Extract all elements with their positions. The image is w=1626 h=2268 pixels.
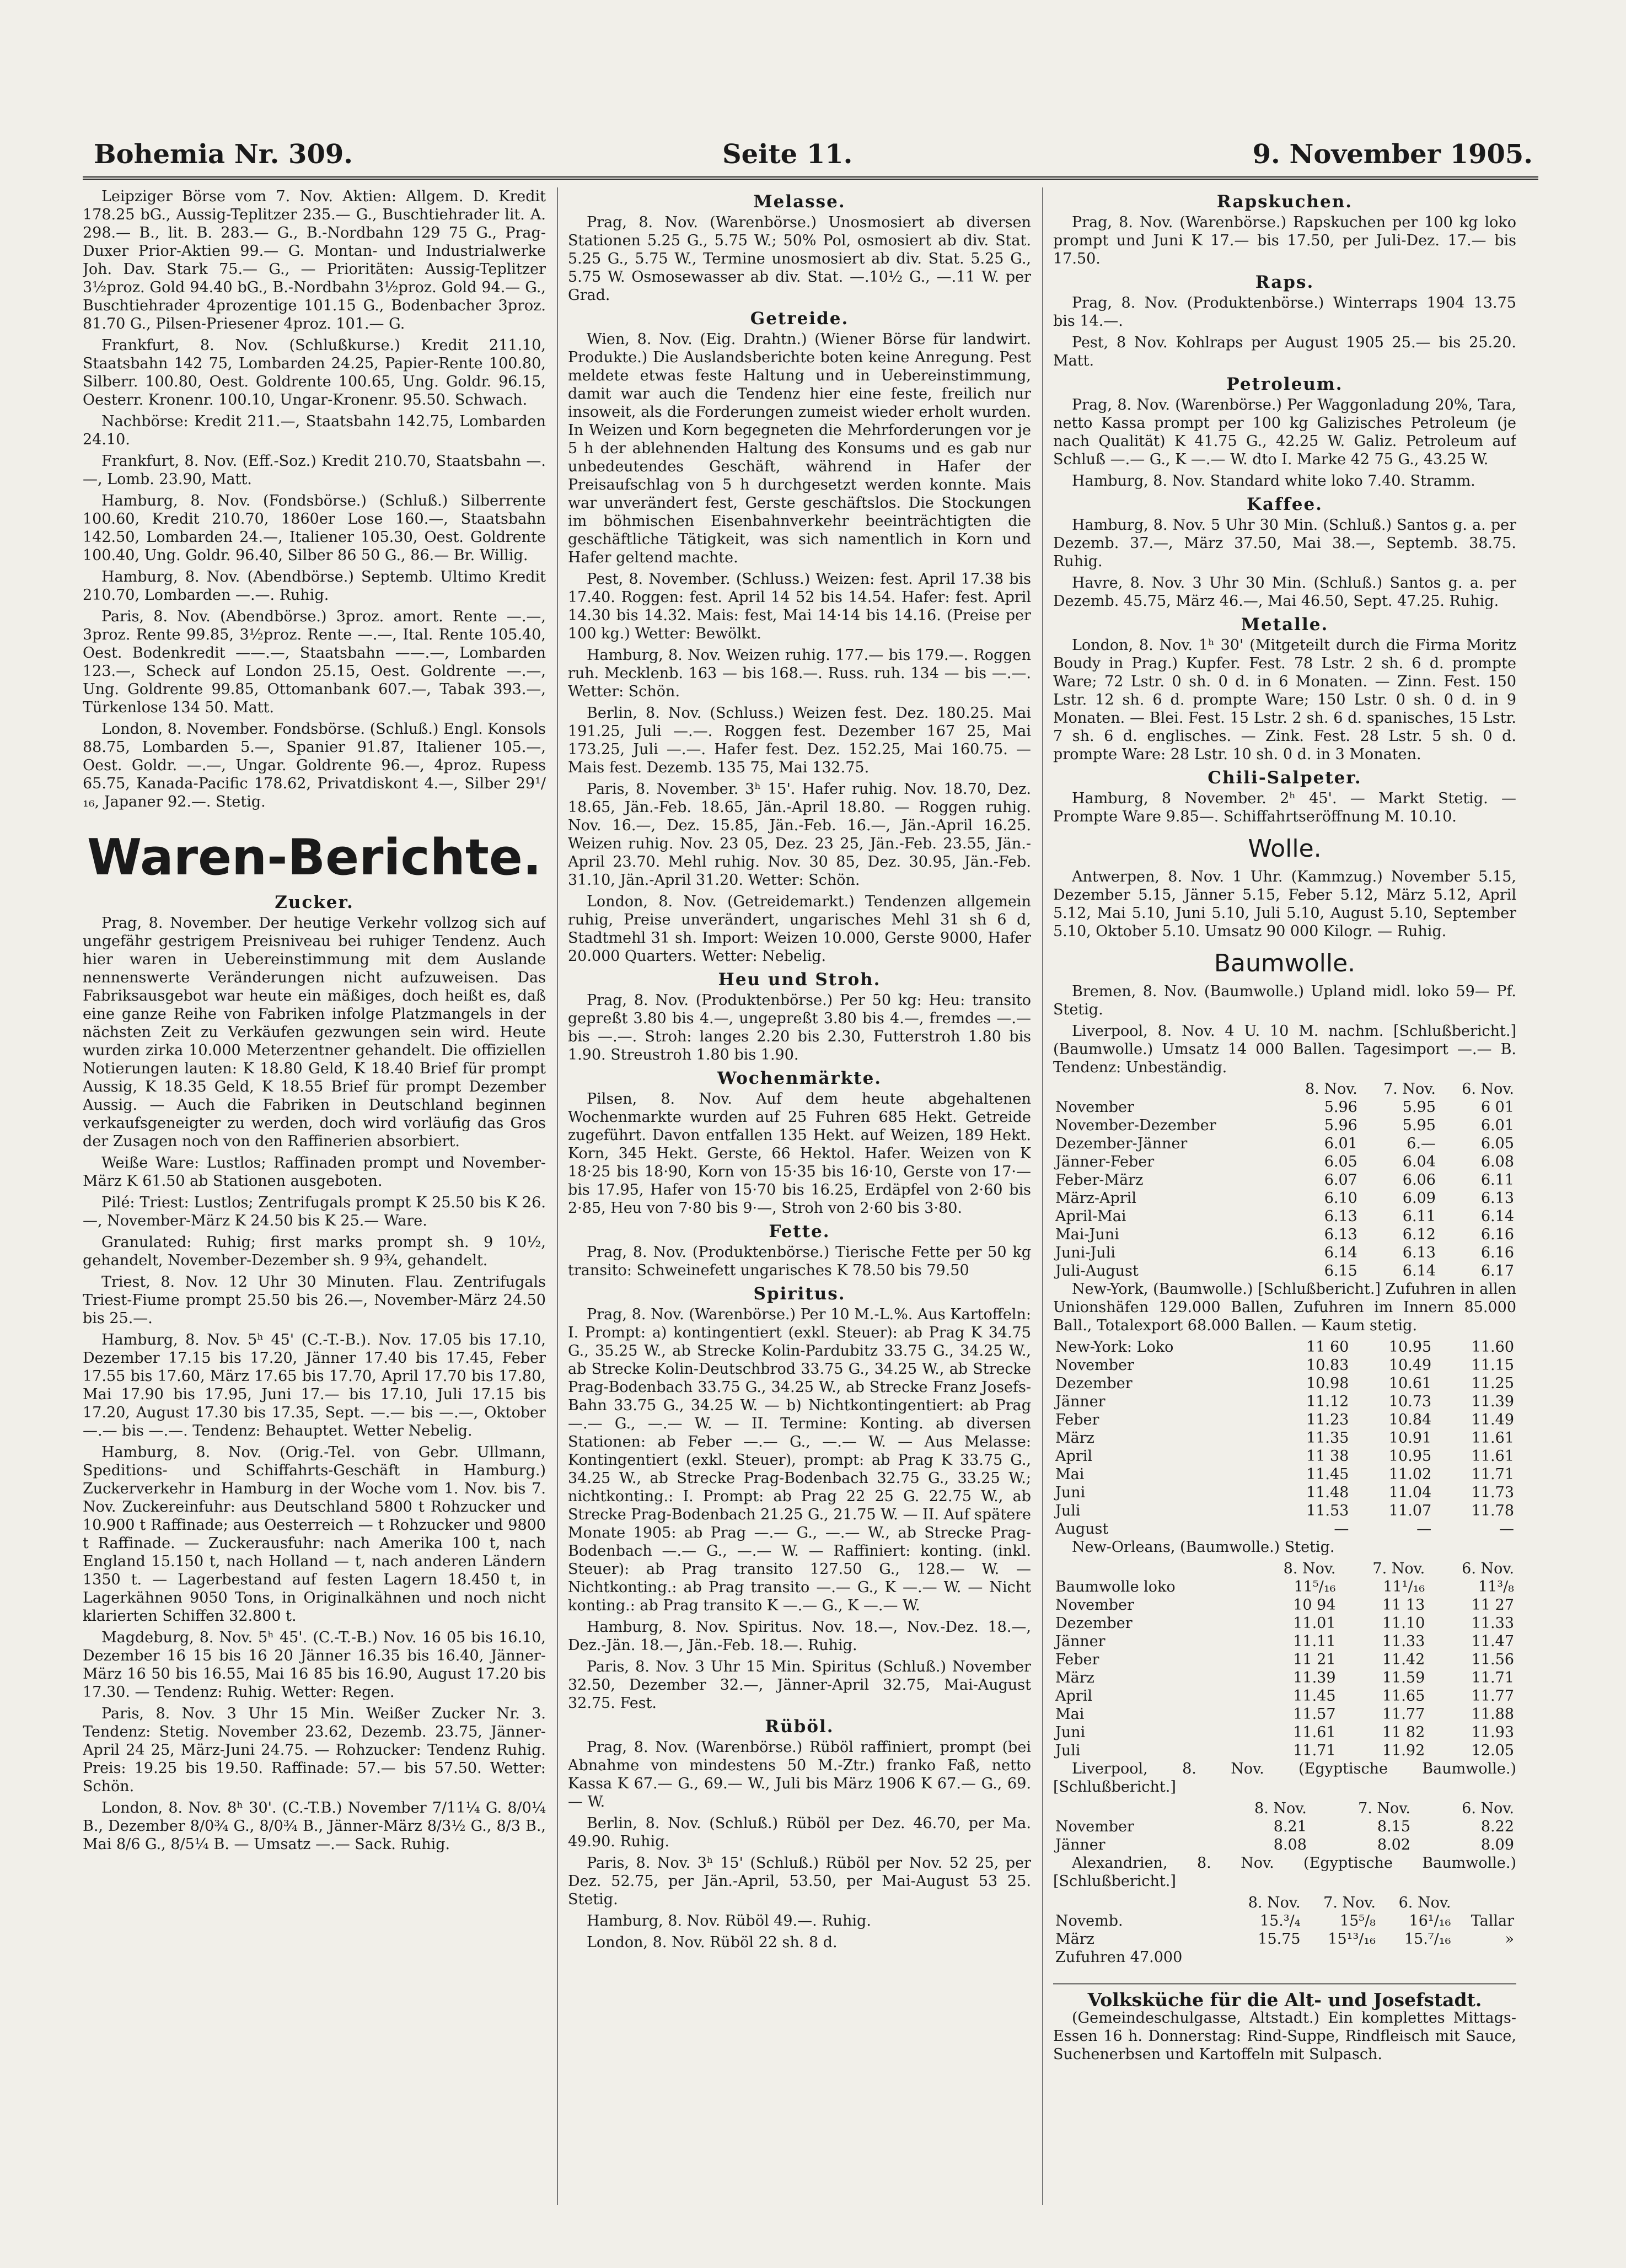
table-row <box>1053 1687 1516 1705</box>
page-header <box>83 127 1538 180</box>
rueboel-entry: Berlin, 8. Nov. (Schluß.) Rüböl per Dez. 46.70, per Ma. 49.90. Ruhig. <box>568 1815 1031 1850</box>
table-cell: 8.15 <box>1377 1818 1410 1835</box>
table-row-label: Dezember-Jänner <box>1055 1135 1188 1152</box>
table-row-label: Mai <box>1055 1466 1085 1483</box>
header-date: 9. November 1905. <box>1252 139 1533 170</box>
table-cell: 6.14 <box>1324 1244 1357 1261</box>
table-row <box>1053 1411 1516 1429</box>
section-title-kaffee: Kaffee. <box>1247 495 1323 514</box>
table-cell: — <box>1499 1520 1514 1538</box>
rueboel-entry: London, 8. Nov. Rüböl 22 sh. 8 d. <box>587 1934 838 1951</box>
table-row-label: November <box>1055 1357 1134 1374</box>
market-entry: Nachbörse: Kredit 211.—, Staatsbahn 142.75, Lombarden 24.10. <box>83 413 546 448</box>
table-cell: 11.15 <box>1471 1357 1514 1374</box>
getreide-entry: London, 8. Nov. (Getreidemarkt.) Tendenzen allgemein ruhig, Preise unverändert, ungarisches Mehl 31 sh 6 d, Stadtmehl 31 sh. Import: Weizen 10.000, Gerste 9000, Hafer 20.000 Quarters. Wetter: Nebelig. <box>568 893 1031 965</box>
table-cell: 11⁵/₁₆ <box>1294 1578 1336 1595</box>
section-title-metalle: Metalle. <box>1241 615 1329 635</box>
table-cell: 10.49 <box>1388 1357 1432 1374</box>
table-cell: 6.— <box>1407 1135 1436 1152</box>
table-cell: 6.09 <box>1402 1190 1436 1207</box>
table-row <box>1053 1189 1516 1207</box>
fette-entry: Prag, 8. Nov. (Produktenbörse.) Tierische Fette per 50 kg transito: Schweinefett ungarisches K 78.50 bis 79.50 <box>568 1244 1031 1279</box>
table-row-label: Juni-Juli <box>1055 1244 1115 1261</box>
market-entry: Paris, 8. Nov. (Abendbörse.) 3proz. amort. Rente —.—, 3proz. Rente 99.85, 3½proz. Rente —.—, Ital. Rente 105.40, Oest. Bodenkredit ——.—, Staatsbahn ——.—, Lombarden 123.—, Scheck auf London 25.15, Oest. Goldrente —.—, Ung. Goldrente 99.85, Ottomanbank 607.—, Tabak 393.—, Türkenlose 134 50. Matt. <box>83 608 546 716</box>
table-cell: 6. Nov. <box>1462 1800 1514 1817</box>
table-row-label: Jänner <box>1055 1633 1106 1650</box>
table-cell: 6 01 <box>1480 1099 1514 1116</box>
baumwolle-liverpool: Liverpool, 8. Nov. 4 U. 10 M. nachm. [Schlußbericht.] (Baumwolle.) Umsatz 14 000 Ballen. Tagesimport —.— B. Tendenz: Unbeständig. <box>1053 1023 1516 1076</box>
table-cell: 11³/₈ <box>1478 1578 1514 1595</box>
wolle-entry: Antwerpen, 8. Nov. 1 Uhr. (Kammzug.) November 5.15, Dezember 5.15, Jänner 5.15, Feber 5.12, März 5.12, April 5.12, Mai 5.10, Juni 5.10, Juli 5.10, August 5.10, September 5.10, Oktober 5.10. Umsatz 90 000 Kilogr. — Ruhig. <box>1053 868 1516 940</box>
zucker-entry: Paris, 8. Nov. 3 Uhr 15 Min. Weißer Zucker Nr. 3. Tendenz: Stetig. November 23.62, Dezemb. 23.75, Jänner-April 24 25, März-Juni 24.75. — Rohzucker: Tendenz Ruhig. Preis: 19.25 bis 19.50. Raffinade: 57.— bis 57.50. Wetter: Schön. <box>83 1705 546 1795</box>
table-row-label: November-Dezember <box>1055 1117 1216 1134</box>
table-cell: 11.11 <box>1293 1633 1336 1650</box>
table-cell: 10.61 <box>1388 1375 1432 1392</box>
table-row <box>1053 1742 1516 1760</box>
section-title-wochenmaerkte: Wochenmärkte. <box>717 1068 882 1088</box>
table-row <box>1053 1596 1516 1614</box>
table-cell: 8. Nov. <box>1254 1800 1307 1817</box>
table-cell: 10.91 <box>1388 1429 1432 1447</box>
table-cell: 11.56 <box>1471 1651 1514 1668</box>
table-cell: 6.16 <box>1480 1226 1514 1243</box>
table-row <box>1053 1912 1516 1930</box>
table-row-label: Mai-Juni <box>1055 1226 1119 1243</box>
market-entry: Frankfurt, 8. Nov. (Schlußkurse.) Kredit 211.10, Staatsbahn 142 75, Lombarden 24.25, Papier-Rente 100.80, Silberr. 100.80, Oest. Goldrente 100.65, Ung. Goldr. 96.15, Oesterr. Kronenr. 100.10, Ungar-Kronenr. 95.50. Schwach. <box>83 337 546 409</box>
section-title-chili: Chili-Salpeter. <box>1208 768 1362 788</box>
section-title-wolle: Wolle. <box>1248 835 1322 863</box>
table-cell <box>1378 1948 1453 1966</box>
baumwolle-newyork: New-York, (Baumwolle.) [Schlußbericht.] Zufuhren in allen Unionshäfen 129.000 Ballen, Zufuhren im Innern 85.000 Ball., Totalexport 68.000 Ballen. — Kaum stetig. <box>1053 1281 1516 1334</box>
zucker-entry: Triest, 8. Nov. 12 Uhr 30 Minuten. Flau. Zentrifugals Triest-Fiume prompt 25.50 bis 26.—, November-März 24.50 bis 25.—. <box>83 1273 546 1327</box>
table-cell: 6.05 <box>1324 1153 1357 1170</box>
market-entry: Hamburg, 8. Nov. (Abendbörse.) Septemb. Ultimo Kredit 210.70, Lombarden —.—. Ruhig. <box>83 568 546 604</box>
table-cell: 5.96 <box>1324 1099 1357 1116</box>
table-cell: 11.49 <box>1471 1411 1514 1428</box>
table-cell: 11.07 <box>1388 1502 1432 1519</box>
table-cell: 11¹/₁₆ <box>1383 1578 1425 1595</box>
table-row <box>1053 1207 1516 1226</box>
table-cell: 11.33 <box>1382 1633 1425 1650</box>
table-cell: 7. Nov. <box>1358 1800 1410 1817</box>
table-cell: 11.48 <box>1306 1484 1349 1501</box>
rueboel-entry: Hamburg, 8. Nov. Rüböl 49.—. Ruhig. <box>587 1912 871 1930</box>
table-row-label: November <box>1055 1597 1134 1614</box>
table-header-row <box>1053 1894 1516 1912</box>
table-row-label: März-April <box>1055 1190 1136 1207</box>
table-row-label: Juni <box>1055 1484 1086 1501</box>
table-row <box>1053 1502 1516 1520</box>
table-cell: 6.10 <box>1324 1190 1357 1207</box>
rueboel-entry: Paris, 8. Nov. 3ʰ 15' (Schluß.) Rüböl per Nov. 52 25, per Dez. 52.75, per Jän.-April, 53.50, per Mai-August 53 25. Stetig. <box>568 1855 1031 1908</box>
table-row-label: Juni <box>1055 1724 1086 1741</box>
table-cell: 6.14 <box>1402 1262 1436 1280</box>
table-cell: 6.17 <box>1480 1262 1514 1280</box>
table-cell: 11 27 <box>1471 1597 1514 1614</box>
table-cell: 11.35 <box>1306 1429 1349 1447</box>
melasse-entry: Prag, 8. Nov. (Warenbörse.) Unosmosiert ab diversen Stationen 5.25 G., 5.75 W.; 50% Pol, osmosiert ab div. Stat. 5.25 G., 5.75 W., Termine unosmosiert ab div. Stat. 5.25 G., 5.75 W. Osmosewasser ab div. Stat. —.10½ G., —.11 W. per Grad. <box>568 214 1031 304</box>
table-cell: 6.11 <box>1480 1171 1514 1189</box>
table-row <box>1053 1632 1516 1651</box>
section-title-baumwolle: Baumwolle. <box>1214 949 1356 977</box>
metalle-entry: London, 8. Nov. 1ʰ 30' (Mitgeteilt durch die Firma Moritz Boudy in Prag.) Kupfer. Fest. 78 Lstr. 2 sh. 6 d. prompte Ware; 72 Lstr. 0 sh. 0 d. in 6 Monaten. — Zinn. Fest. 150 Lstr. 12 sh. 6 d. prompte Ware; 150 Lstr. 0 sh. 0 d. in 9 Monaten. — Blei. Fest. 15 Lstr. 2 sh. 6 d. spanisches, 15 Lstr. 7 sh. 6 d. englisches. — Zink. Fest. 28 Lstr. 5 sh. 0 d. prompte Ware: 28 Lstr. 10 sh. 0 d. in 3 Monaten. <box>1053 637 1516 763</box>
table-row <box>1053 1614 1516 1632</box>
table-cell: 6.04 <box>1402 1153 1436 1170</box>
neworleans-price-table <box>1053 1560 1516 1760</box>
market-entry: Frankfurt, 8. Nov. (Eff.-Soz.) Kredit 210.70, Staatsbahn —.—, Lomb. 23.90, Matt. <box>83 453 546 488</box>
table-cell: 11.45 <box>1306 1466 1349 1483</box>
table-cell: 11.61 <box>1471 1429 1514 1447</box>
table-row <box>1053 1098 1516 1116</box>
table-cell: 11.93 <box>1471 1724 1514 1741</box>
table-row-label: April <box>1055 1687 1092 1705</box>
table-row <box>1053 1356 1516 1374</box>
table-row-label: Novemb. <box>1055 1912 1123 1930</box>
table-row <box>1053 1669 1516 1687</box>
section-title-getreide: Getreide. <box>750 309 849 329</box>
table-cell <box>1227 1948 1302 1966</box>
table-cell: — <box>1416 1520 1432 1538</box>
table-row <box>1053 1374 1516 1393</box>
table-cell: 11.39 <box>1293 1669 1336 1686</box>
table-cell: 5.95 <box>1402 1117 1436 1134</box>
table-row-label: Juli-August <box>1055 1262 1139 1280</box>
table-cell: 11.78 <box>1471 1502 1514 1519</box>
table-row-label: Feber <box>1055 1411 1099 1428</box>
petroleum-entry: Prag, 8. Nov. (Warenbörse.) Per Waggonladung 20%, Tara, netto Kassa prompt per 100 kg Galizisches Petroleum (je nach Qualität) K 41.75 G., 42.25 W. Galiz. Petroleum auf Schluß —.— G., K —.— W. dto I. Marke 42 75 G., 43.25 W. <box>1053 396 1516 468</box>
table-row <box>1053 1393 1516 1411</box>
table-row-label <box>1053 1799 1205 1818</box>
table-cell: 11 21 <box>1293 1651 1336 1668</box>
table-cell: 10.73 <box>1388 1393 1432 1410</box>
table-header-row <box>1053 1080 1516 1098</box>
table-cell: 8. Nov. <box>1248 1894 1301 1911</box>
table-cell: 10 94 <box>1293 1597 1336 1614</box>
table-cell: 6.15 <box>1324 1262 1357 1280</box>
table-cell: 16¹/₁₆ <box>1409 1912 1451 1930</box>
table-cell: 11.53 <box>1306 1502 1349 1519</box>
table-cell: 15¹³/₁₆ <box>1328 1931 1376 1948</box>
heu-entry: Prag, 8. Nov. (Produktenbörse.) Per 50 kg: Heu: transito gepreßt 3.80 bis 4.—, ungepreßt 3.80 bis 4.—, fremdes —.— bis —.—. Stroh: langes 2.20 bis 2.30, Futterstroh 1.80 bis 1.90. Streustroh 1.80 bis 1.90. <box>568 992 1031 1063</box>
table-cell: 11.33 <box>1471 1615 1514 1632</box>
zucker-entry: Pilé: Triest: Lustlos; Zentrifugals prompt K 25.50 bis K 26.—, November-März K 24.50 bis K 25.— Ware. <box>83 1194 546 1229</box>
table-row-label <box>1053 1560 1249 1578</box>
table-cell: 10.95 <box>1388 1339 1432 1356</box>
table-cell: 11.04 <box>1388 1484 1432 1501</box>
table-cell: 10.84 <box>1388 1411 1432 1428</box>
table-row-label: März <box>1055 1669 1094 1686</box>
table-cell: » <box>1505 1931 1514 1948</box>
table-cell: 15.75 <box>1258 1931 1301 1948</box>
table-cell <box>1453 1948 1516 1966</box>
table-cell: 11.71 <box>1471 1669 1514 1686</box>
table-cell <box>1303 1948 1378 1966</box>
table-row <box>1053 1226 1516 1244</box>
table-cell: 6.13 <box>1480 1190 1514 1207</box>
table-cell: 11 38 <box>1306 1448 1349 1465</box>
table-cell: 8.21 <box>1273 1818 1307 1835</box>
table-cell: 6.07 <box>1324 1171 1357 1189</box>
petroleum-entry: Hamburg, 8. Nov. Standard white loko 7.40. Stramm. <box>1072 472 1475 490</box>
table-cell: 11.61 <box>1293 1724 1336 1741</box>
table-cell: 7. Nov. <box>1372 1560 1425 1577</box>
table-cell: 15.³/₄ <box>1259 1912 1301 1930</box>
table-row <box>1053 1429 1516 1447</box>
market-entry: Leipziger Börse vom 7. Nov. Aktien: Allgem. D. Kredit 178.25 bG., Aussig-Teplitzer 235.— G., Buschtiehrader lit. A. 298.— B., lit. B. 283.— G., B.-Nordbahn 129 75 G., Prag-Duxer Prior-Aktien 99.— G. Montan- und Industrialwerke Joh. Dav. Stark 75.— G., — Prioritäten: Aussig-Teplitzer 3½proz. Gold 94.40 bG., B.-Nordbahn 3½proz. Gold 94.— G., Buschtiehrader 4prozentige 101.15 G., Bodenbacher 3proz. 81.70 G., Pilsen-Priesener 4proz. 101.— G. <box>83 188 546 332</box>
section-title-rueboel: Rüböl. <box>765 1717 834 1737</box>
table-cell: 8.09 <box>1480 1836 1514 1853</box>
chili-entry: Hamburg, 8 November. 2ʰ 45'. — Markt Stetig. — Prompte Ware 9.85—. Schiffahrtseröffnung M. 10.10. <box>1053 790 1516 825</box>
table-row <box>1053 1484 1516 1502</box>
getreide-entry: Pest, 8. November. (Schluss.) Weizen: fest. April 17.38 bis 17.40. Roggen: fest. April 14 52 bis 14.54. Hafer: fest. April 14.30 bis 14.32. Mais: fest, Mai 14·14 bis 14.16. (Preise per 100 kg.) Wetter: Bewölkt. <box>568 571 1031 642</box>
table-cell: 11.59 <box>1382 1669 1425 1686</box>
getreide-entry: Berlin, 8. Nov. (Schluss.) Weizen fest. Dez. 180.25. Mai 191.25, Juli —.—. Roggen fest. Dezember 167 25, Mai 173.25, Juli —.—. Hafer fest. Dez. 152.25, Mai 160.75. — Mais fest. Dezemb. 135 75, Mai 132.75. <box>568 705 1031 776</box>
table-cell: 8.22 <box>1480 1818 1514 1835</box>
zucker-entry: Weiße Ware: Lustlos; Raffinaden prompt und November-März K 61.50 ab Stationen ausgeboten. <box>83 1154 546 1190</box>
table-cell: 5.96 <box>1324 1117 1357 1134</box>
table-row <box>1053 1836 1516 1854</box>
market-entry: London, 8. November. Fondsbörse. (Schluß.) Engl. Konsols 88.75, Lombarden 5.—, Spanier 91.87, Italiener 105.—, Oest. Goldr. —.—, Ungar. Goldrente 96.—, 4proz. Rupess 65.75, Kanada-Pacific 178.62, Privatdiskont 4.—, Silber 29¹/₁₆, Japaner 92.—. Stetig. <box>83 721 546 810</box>
table-cell: 11.71 <box>1293 1742 1336 1759</box>
table-cell: 6.13 <box>1324 1226 1357 1243</box>
table-cell: 6.11 <box>1402 1208 1436 1225</box>
table-row-label: Jänner <box>1055 1836 1106 1853</box>
table-cell: 11.61 <box>1471 1448 1514 1465</box>
table-row <box>1053 1135 1516 1153</box>
table-cell: 6.13 <box>1402 1244 1436 1261</box>
table-cell: 7. Nov. <box>1383 1081 1436 1098</box>
baumwolle-liverpool-egypt: Liverpool, 8. Nov. (Egyptische Baumwolle.) [Schlußbericht.] <box>1053 1760 1516 1796</box>
table-row <box>1053 1818 1516 1836</box>
table-row <box>1053 1262 1516 1280</box>
section-title-heu: Heu und Stroh. <box>718 970 881 990</box>
table-cell: 11.92 <box>1382 1742 1425 1759</box>
table-cell: 11.10 <box>1382 1615 1425 1632</box>
market-entry: Hamburg, 8. Nov. (Fondsbörse.) (Schluß.) Silberrente 100.60, Kredit 210.70, 1860er Lose 160.—, Staatsbahn 142.50, Lombarden 24.—, Italiener 105.30, Oest. Goldrente 100.40, Ung. Goldr. 96.40, Silber 86 50 G., 86.— Br. Willig. <box>83 492 546 564</box>
table-row-label: Zufuhren 47.000 <box>1055 1949 1183 1966</box>
table-cell: 15.⁷/₁₆ <box>1404 1931 1451 1948</box>
section-title-petroleum: Petroleum. <box>1226 374 1343 394</box>
table-row <box>1053 1723 1516 1742</box>
zucker-entry: Hamburg, 8. Nov. (Orig.-Tel. von Gebr. Ullmann, Speditions- und Schiffahrts-Geschäft in Hamburg.) Zuckerverkehr in Hamburg in der Woche vom 1. Nov. bis 7. Nov. Zuckereinfuhr: aus Deutschland 5800 t Rohzucker und 10.900 t Raffinade; aus Oesterreich — t Rohzucker und 9800 t Raffinade. — Zuckerausfuhr: nach Amerika 100 t, nach England 15.150 t, nach Holland — t, nach anderen Ländern 1350 t. — Lagerbestand auf festen Lagern 18.450 t, in Lagerkähnen 9050 Tons, in Originalkähnen und noch nicht klarierten Schiffen 32.800 t. <box>83 1444 546 1625</box>
table-cell: 11.73 <box>1471 1484 1514 1501</box>
table-cell: 6.06 <box>1402 1171 1436 1189</box>
table-row-label: Baumwolle loko <box>1055 1578 1176 1595</box>
table-row-label: Dezember <box>1055 1615 1133 1632</box>
newspaper-page <box>83 110 1538 2216</box>
table-cell: 11.45 <box>1293 1687 1336 1705</box>
baumwolle-neworleans: New-Orleans, (Baumwolle.) Stetig. <box>1072 1539 1335 1556</box>
section-title-fette: Fette. <box>769 1222 830 1242</box>
table-row-label <box>1053 1080 1281 1098</box>
table-cell: — <box>1334 1520 1349 1538</box>
zucker-entry: Granulated: Ruhig; first marks prompt sh. 9 10½, gehandelt, November-Dezember sh. 9 9¾, gehandelt. <box>83 1234 546 1269</box>
rapskuchen-entry: Prag, 8. Nov. (Warenbörse.) Rapskuchen per 100 kg loko prompt und Juni K 17.— bis 17.50, per Juli-Dez. 17.— bis 17.50. <box>1053 214 1516 267</box>
table-cell: 11.02 <box>1388 1466 1432 1483</box>
spiritus-entry: Hamburg, 8. Nov. Spiritus. Nov. 18.—, Nov.-Dez. 18.—, Dez.-Jän. 18.—, Jän.-Feb. 18.—. Ruhig. <box>568 1619 1031 1654</box>
getreide-entry: Wien, 8. Nov. (Eig. Drahtn.) (Wiener Börse für landwirt. Produkte.) Die Auslandsberichte boten keine Anregung. Pest meldete etwas feste Haltung und in Uebereinstimmung, damit war auch die Tendenz hier eine feste, freilich nur insoweit, als die Forderungen zumeist wieder erholt wurden. In Weizen und Korn begegneten die Mehrforderungen vor je 5 h der ablehnenden Haltung des Konsums und es gab nur unbedeutendes Geschäft, während in Hafer der Preisaufschlag von 5 h durchgesetzt werden konnte. Mais war unverändert fest, Gerste geschäftslos. Die Stockungen im böhmischen Eisenbahnverkehr beeinträchtigten die geschäftliche Tätigkeit, was sich namentlich in Korn und Hafer geltend machte. <box>568 331 1031 566</box>
table-cell: 10.98 <box>1306 1375 1349 1392</box>
table-cell: 11.25 <box>1471 1375 1514 1392</box>
volkskueche-title: Volksküche für die Alt- und Josefstadt. <box>1087 1989 1482 2011</box>
table-row-label <box>1053 1894 1227 1912</box>
table-row <box>1053 1153 1516 1171</box>
table-row <box>1053 1244 1516 1262</box>
table-row <box>1053 1705 1516 1723</box>
table-row <box>1053 1930 1516 1948</box>
table-row-label: August <box>1055 1520 1109 1538</box>
table-cell: 6.01 <box>1480 1117 1514 1134</box>
table-cell: 6.08 <box>1480 1153 1514 1170</box>
table-row-label: März <box>1055 1429 1094 1447</box>
table-cell: 11 13 <box>1382 1597 1425 1614</box>
table-cell: 7. Nov. <box>1323 1894 1376 1911</box>
column-2 <box>568 187 1031 2205</box>
table-cell: 11 60 <box>1306 1339 1349 1356</box>
table-cell: 6.16 <box>1480 1244 1514 1261</box>
table-row <box>1053 1171 1516 1189</box>
table-row <box>1053 1520 1516 1538</box>
spiritus-entry: Prag, 8. Nov. (Warenbörse.) Per 10 M.-L.%. Aus Kartoffeln: I. Prompt: a) kontingentiert (exkl. Steuer): ab Prag K 34.75 G., 35.25 W., ab Strecke Kolin-Pardubitz 33.75 G., 34.25 W., ab Strecke Kolin-Deutschbrod 33.75 G., 34.25 W., ab Strecke Prag-Bodenbach 33.75 G., 34.25 W., ab Strecke Franz Josefs-Bahn 33.75 G., 34.25 W. — b) Nichtkontingentiert: ab Prag —.— G., —.— W. — II. Termine: Konting. ab diversen Stationen: ab Feber —.— G., —.— W. — Aus Melasse: Kontingentiert (exkl. Steuer), prompt: ab Prag K 33.75 G., 34.25 W., ab Strecke Prag-Bodenbach 32.75 G., 33.25 W.; nichtkonting.: I. Prompt: ab Prag 22 25 G. 22.75 W., ab Strecke Prag-Bodenbach 21.25 G., 21.75 W. — II. Auf spätere Monate 1905: ab Prag —.— G., —.— W., ab Strecke Prag-Bodenbach —.— G., —.— W. — Raffiniert: konting. (inkl. Steuer): ab Prag transito 127.50 G., 128.— W. — Nichtkonting.: ab Prag transito —.— G., K —.— W. — Nicht konting.: ab Prag transito K —.— G., K —.— W. <box>568 1306 1031 1614</box>
section-title-spiritus: Spiritus. <box>753 1284 846 1304</box>
table-row <box>1053 1465 1516 1484</box>
newyork-price-table <box>1053 1338 1516 1538</box>
column-rule <box>557 187 558 2205</box>
table-row-label: Feber <box>1055 1651 1099 1668</box>
table-cell: 11.77 <box>1382 1706 1425 1723</box>
table-row <box>1053 1651 1516 1669</box>
table-row-label: Feber-März <box>1055 1171 1144 1189</box>
rueboel-entry: Prag, 8. Nov. (Warenbörse.) Rüböl raffiniert, prompt (bei Abnahme von mindestens 50 M.-Ztr.) franko Faß, netto Kassa K 67.— G., 69.— W., Juli bis März 1906 K 67.— G., 69.— W. <box>568 1739 1031 1810</box>
header-page-number: Seite 11. <box>722 139 853 170</box>
raps-entry: Prag, 8. Nov. (Produktenbörse.) Winterraps 1904 13.75 bis 14.—. <box>1053 294 1516 330</box>
table-cell: 10.83 <box>1306 1357 1349 1374</box>
getreide-entry: Hamburg, 8. Nov. Weizen ruhig. 177.— bis 179.—. Roggen ruh. Mecklenb. 163 — bis 168.—. Russ. ruh. 134 — bis —.—. Wetter: Schön. <box>568 647 1031 700</box>
raps-entry: Pest, 8 Nov. Kohlraps per August 1905 25.— bis 25.20. Matt. <box>1053 334 1516 369</box>
table-row-label: Mai <box>1055 1706 1085 1723</box>
table-row-label: New-York: Loko <box>1055 1339 1174 1356</box>
section-title-rapskuchen: Rapskuchen. <box>1216 192 1353 212</box>
section-title-zucker: Zucker. <box>275 893 354 912</box>
table-cell: 11 82 <box>1382 1724 1425 1741</box>
table-cell: 11.88 <box>1471 1706 1514 1723</box>
section-title-melasse: Melasse. <box>753 192 846 212</box>
table-row-label: Juli <box>1055 1742 1081 1759</box>
table-row-label: Jänner <box>1055 1393 1106 1410</box>
table-cell: 11.65 <box>1382 1687 1425 1705</box>
column-rule <box>1042 187 1043 2205</box>
table-header-row <box>1053 1338 1516 1356</box>
table-cell: 6.13 <box>1324 1208 1357 1225</box>
table-row-label: März <box>1055 1931 1094 1948</box>
table-row <box>1053 1578 1516 1596</box>
liverpool-egypt-table <box>1053 1799 1516 1854</box>
table-cell: 6.05 <box>1480 1135 1514 1152</box>
table-cell: 11.77 <box>1471 1687 1514 1705</box>
kaffee-entry: Hamburg, 8. Nov. 5 Uhr 30 Min. (Schluß.) Santos g. a. per Dezemb. 37.—, März 37.50, Mai 38.—, Septemb. 38.75. Ruhig. <box>1053 517 1516 570</box>
table-row-label: November <box>1055 1818 1134 1835</box>
table-cell: 11.23 <box>1306 1411 1349 1428</box>
table-cell: 11.01 <box>1293 1615 1336 1632</box>
table-cell: 11.42 <box>1382 1651 1425 1668</box>
wochen-entry: Pilsen, 8. Nov. Auf dem heute abgehaltenen Wochenmarkte wurden auf 25 Fuhren 685 Hekt. Getreide zugeführt. Davon entfallen 135 Hekt. auf Weizen, 189 Hekt. Korn, 345 Hekt. Gerste, 66 Hektol. Hafer. Weizen von K 18·25 bis 18·90, Korn von 15·35 bis 16·10, Gerste von 17·— bis 17.95, Hafer von 15·70 bis 16.25, Erdäpfel von 2·60 bis 2·85, Heu von 7·80 bis 9·—, Stroh von 2·60 bis 3·80. <box>568 1090 1031 1217</box>
table-header-row <box>1053 1799 1516 1818</box>
volkskueche-text: (Gemeindeschulgasse, Altstadt.) Ein komplettes Mittags-Essen 16 h. Donnerstag: Rind-Suppe, Rindfleisch mit Sauce, Suchenerbsen und Kartoffeln mit Sulpasch. <box>1053 2009 1516 2063</box>
table-row-label: April-Mai <box>1055 1208 1126 1225</box>
waren-berichte-title: Waren-Berichte. <box>87 829 542 886</box>
table-cell: 11.12 <box>1306 1393 1349 1410</box>
table-row <box>1053 1948 1516 1966</box>
zucker-entry: Prag, 8. November. Der heutige Verkehr vollzog sich auf ungefähr gestrigem Preisniveau bei ruhiger Tendenz. Auch hier waren in Uebereinstimmung mit dem Auslande nennenswerte Veränderungen nicht aufzuweisen. Das Fabriksausgebot war heute ein mäßiges, doch heißt es, daß eine ganze Reihe von Fabriken infolge Platzmangels in der nächsten Zeit zu Verkäufen gezwungen sein wird. Heute wurden zirka 10.000 Meterzentner gehandelt. Die offiziellen Notierungen lauten: K 18.80 Geld, K 18.40 Brief für prompt Aussig, K 18.35 Geld, K 18.55 Brief für prompt Dezember Aussig. — Auch die Fabriken in Deutschland beginnen verkaufsgeneigter zu werden, doch wird vorläufig das Gros der Zusagen noch von den Raffinerien absorbiert. <box>83 915 546 1150</box>
table-cell: 6. Nov. <box>1462 1081 1514 1098</box>
table-row-label: Juli <box>1055 1502 1081 1519</box>
table-cell: 5.95 <box>1402 1099 1436 1116</box>
table-row <box>1053 1447 1516 1465</box>
zucker-entry: Hamburg, 8. Nov. 5ʰ 45' (C.-T.-B.). Nov. 17.05 bis 17.10, Dezember 17.15 bis 17.20, Jänner 17.40 bis 17.45, Feber 17.55 bis 17.60, März 17.65 bis 17.70, April 17.70 bis 17.80, Mai 17.90 bis 17.95, Juni 17.— bis 17.10, Juli 17.15 bis 17.20, August 17.30 bis 17.35, Sept. —.— bis —.—, Oktober —.— bis —.—. Tendenz: Behauptet. Wetter Nebelig. <box>83 1331 546 1439</box>
table-cell: 12.05 <box>1471 1742 1514 1759</box>
table-row-label: Dezember <box>1055 1375 1133 1392</box>
table-cell: 11.47 <box>1471 1633 1514 1650</box>
liverpool-price-table <box>1053 1080 1516 1280</box>
table-header-row <box>1053 1560 1516 1578</box>
section-title-raps: Raps. <box>1255 272 1314 292</box>
table-cell: 8.08 <box>1273 1836 1307 1853</box>
table-cell: 8. Nov. <box>1283 1560 1336 1577</box>
spiritus-entry: Paris, 8. Nov. 3 Uhr 15 Min. Spiritus (Schluß.) November 32.50, Dezember 32.—, Jänner-April 32.75, Mai-August 32.75. Fest. <box>568 1658 1031 1712</box>
volkskueche-notice <box>1053 1983 1516 2063</box>
zucker-entry: London, 8. Nov. 8ʰ 30'. (C.-T.B.) November 7/11¼ G. 8/0¼ B., Dezember 8/0¾ G., 8/0¾ B., Jänner-März 8/3½ G., 8/3 B., Mai 8/6 G., 8/5¼ B. — Umsatz —.— Sack. Ruhig. <box>83 1799 546 1853</box>
table-row-label: Jänner-Feber <box>1055 1153 1155 1170</box>
column-1 <box>83 187 546 2205</box>
getreide-entry: Paris, 8. November. 3ʰ 15'. Hafer ruhig. Nov. 18.70, Dez. 18.65, Jän.-Feb. 18.65, Jän.-April 18.80. — Roggen ruhig. Nov. 16.—, Dez. 15.85, Jän.-Feb. 16.—, Jän.-April 16.25. Weizen ruhig. Nov. 23 05, Dez. 23 25, Jän.-Feb. 23.55, Jän.-April 23.70. Mehl ruhig. Nov. 30 85, Dez. 30.95, Jän.-Feb. 31.10, Jän.-April 31.20. Wetter: Schön. <box>568 781 1031 889</box>
table-row-label: November <box>1055 1099 1134 1116</box>
table-row <box>1053 1116 1516 1135</box>
table-cell: 8. Nov. <box>1305 1081 1357 1098</box>
table-row-label: April <box>1055 1448 1092 1465</box>
zucker-entry: Magdeburg, 8. Nov. 5ʰ 45'. (C.-T.-B.) Nov. 16 05 bis 16.10, Dezember 16 15 bis 16 20 Jänner 16.35 bis 16.40, Jänner-März 16 50 bis 16.55, Mai 16 85 bis 16.90, August 17.20 bis 17.30. — Tendenz: Ruhig. Wetter: Regen. <box>83 1629 546 1701</box>
baumwolle-alexandrien: Alexandrien, 8. Nov. (Egyptische Baumwolle.) [Schlußbericht.] <box>1053 1855 1516 1890</box>
table-cell: 6.12 <box>1402 1226 1436 1243</box>
table-cell: 6. Nov. <box>1462 1560 1514 1577</box>
baumwolle-bremen: Bremen, 8. Nov. (Baumwolle.) Upland midl. loko 59— Pf. Stetig. <box>1053 983 1516 1018</box>
table-cell: 6. Nov. <box>1398 1894 1451 1911</box>
header-publication: Bohemia Nr. 309. <box>94 139 353 170</box>
table-cell: 10.95 <box>1388 1448 1432 1465</box>
column-3 <box>1053 187 1516 2205</box>
kaffee-entry: Havre, 8. Nov. 3 Uhr 30 Min. (Schluß.) Santos g. a. per Dezemb. 45.75, März 46.—, Mai 46.50, Sept. 47.25. Ruhig. <box>1053 574 1516 610</box>
table-cell: 11.71 <box>1471 1466 1514 1483</box>
table-cell: 8.02 <box>1377 1836 1410 1853</box>
table-cell: 11.60 <box>1471 1339 1514 1356</box>
table-cell: 11.57 <box>1293 1706 1336 1723</box>
table-cell: 6.14 <box>1480 1208 1514 1225</box>
alexandrien-table <box>1053 1894 1516 1966</box>
table-cell: 6.01 <box>1324 1135 1357 1152</box>
table-cell: 15⁵/₈ <box>1339 1912 1376 1930</box>
table-cell: Tallar <box>1471 1912 1514 1930</box>
table-cell: 11.39 <box>1471 1393 1514 1410</box>
